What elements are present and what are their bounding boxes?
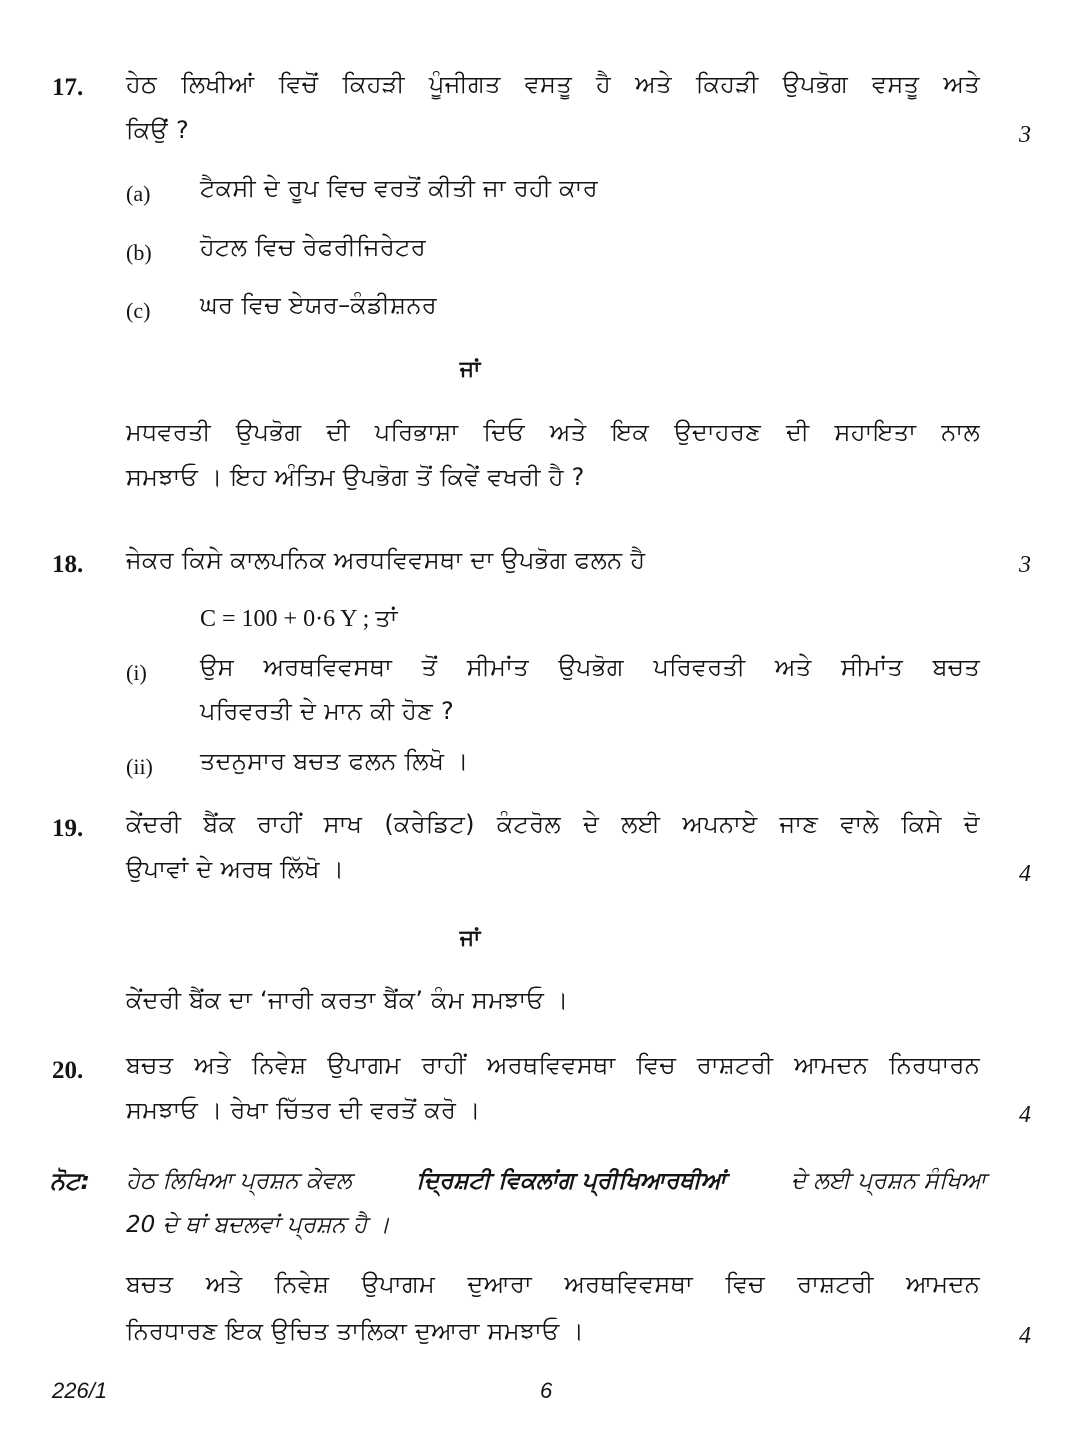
question-number-18: 18.: [52, 551, 84, 578]
question-20-marks: 4: [1019, 1102, 1031, 1128]
q17-option-a-label: (a): [126, 181, 151, 206]
question-19-text-line1: ਕੇਂਦਰੀ ਬੈਂਕ ਰਾਹੀਂ ਸਾਖ (ਕਰੇਡਿਟ) ਕੰਟਰੋਲ ਦੇ ਲਈ ਅਪਨਾਏ ਜਾਣ ਵਾਲੇ ਕਿਸੇ ਦੋ: [126, 810, 980, 838]
q17-alt-text-line1: ਮਧਵਰਤੀ ਉਪਭੋਗ ਦੀ ਪਰਿਭਾਸ਼ਾ ਦਿਓ ਅਤੇ ਇਕ ਉਦਾਹਰਣ ਦੀ ਸਹਾਇਤਾ ਨਾਲ: [126, 418, 980, 446]
note-line1-end: ਦੇ ਲਈ ਪ੍ਰਸ਼ਨ ਸੰਖਿਆ: [790, 1168, 986, 1194]
q17-option-b-text: ਹੋਟਲ ਵਿਚ ਰੇਫਰੀਜਿਰੇਟਰ: [200, 233, 426, 261]
note-line2: 20 ਦੇ ਥਾਂ ਬਦਲਵਾਂ ਪ੍ਰਸ਼ਨ ਹੈ ।: [126, 1212, 390, 1238]
q18-part-ii-label: (ii): [126, 754, 153, 779]
question-17-marks: 3: [1019, 122, 1031, 148]
question-number-17: 17.: [52, 74, 84, 101]
note-question-marks: 4: [1019, 1323, 1031, 1349]
q17-option-b-label: (b): [126, 240, 152, 265]
note-label: ਨੋਟ:: [50, 1167, 90, 1195]
note-question-line2: ਨਿਰਧਾਰਣ ਇਕ ਉਚਿਤ ਤਾਲਿਕਾ ਦੁਆਰਾ ਸਮਝਾਓ ।: [126, 1317, 585, 1345]
q18-part-i-line1: ਉਸ ਅਰਥਵਿਵਸਥਾ ਤੋਂ ਸੀਮਾਂਤ ਉਪਭੋਗ ਪਰਿਵਰਤੀ ਅਤੇ ਸੀਮਾਂਤ ਬਚਤ: [200, 653, 980, 681]
note-line1-start: ਹੇਠ ਲਿਖਿਆ ਪ੍ਰਸ਼ਨ ਕੇਵਲ: [126, 1168, 352, 1194]
note-line1-emphasis: ਦ੍ਰਿਸ਼ਟੀ ਵਿਕਲਾਂਗ ਪ੍ਰੀਖਿਆਰਥੀਆਂ: [416, 1168, 726, 1194]
q17-or-separator: ਜਾਂ: [459, 357, 481, 382]
note-question-line1: ਬਚਤ ਅਤੇ ਨਿਵੇਸ਼ ਉਪਾਗਮ ਦੁਆਰਾ ਅਰਥਵਿਵਸਥਾ ਵਿਚ ਰਾਸ਼ਟਰੀ ਆਮਦਨ: [126, 1270, 980, 1298]
question-18-text-line1: ਜੇਕਰ ਕਿਸੇ ਕਾਲਪਨਿਕ ਅਰਧਵਿਵਸਥਾ ਦਾ ਉਪਭੋਗ ਫਲਨ ਹੈ: [126, 546, 646, 574]
question-17-text-line1: ਹੇਠ ਲਿਖੀਆਂ ਵਿਚੋਂ ਕਿਹੜੀ ਪੂੰਜੀਗਤ ਵਸਤੂ ਹੈ ਅਤੇ ਕਿਹੜੀ ਉਪਭੋਗ ਵਸਤੂ ਅਤੇ: [126, 70, 980, 98]
q18-equation: C = 100 + 0·6 Y ; ਤਾਂ: [200, 606, 398, 632]
q17-alt-text-line2: ਸਮਝਾਓ । ਇਹ ਅੰਤਿਮ ਉਪਭੋਗ ਤੋਂ ਕਿਵੇਂ ਵਖਰੀ ਹੈ ?: [126, 463, 585, 491]
q17-option-c-text: ਘਰ ਵਿਚ ਏਯਰ–ਕੰਡੀਸ਼ਨਰ: [200, 291, 437, 319]
question-19-text-line2: ਉਪਾਵਾਂ ਦੇ ਅਰਥ ਲਿੱਖੋ ।: [126, 855, 345, 883]
question-20-text-line2: ਸਮਝਾਓ । ਰੇਖਾ ਚਿੱਤਰ ਦੀ ਵਰਤੋਂ ਕਰੋ ।: [126, 1096, 481, 1124]
footer-page-number: 6: [540, 1378, 553, 1403]
question-17-text-line2: ਕਿਉਂ ?: [126, 116, 190, 144]
q18-part-i-label: (i): [126, 660, 147, 685]
q18-part-ii-line1: ਤਦਨੁਸਾਰ ਬਚਤ ਫਲਨ ਲਿਖੋ ।: [200, 747, 469, 775]
q19-or-separator: ਜਾਂ: [459, 926, 481, 951]
footer-paper-code: 226/1: [52, 1378, 108, 1403]
question-20-text-line1: ਬਚਤ ਅਤੇ ਨਿਵੇਸ਼ ਉਪਾਗਮ ਰਾਹੀਂ ਅਰਥਵਿਵਸਥਾ ਵਿਚ ਰਾਸ਼ਟਰੀ ਆਮਦਨ ਨਿਰਧਾਰਨ: [126, 1051, 980, 1079]
question-number-19: 19.: [52, 815, 84, 842]
q18-part-i-line2: ਪਰਿਵਰਤੀ ਦੇ ਮਾਨ ਕੀ ਹੋਣ ?: [200, 697, 455, 725]
note-line1: [126, 1168, 986, 1194]
question-19-marks: 4: [1019, 861, 1031, 887]
q19-alt-text-line1: ਕੇਂਦਰੀ ਬੈਂਕ ਦਾ ‘ਜਾਰੀ ਕਰਤਾ ਬੈਂਕ’ ਕੰਮ ਸਮਝਾਓ ।: [126, 986, 569, 1014]
question-number-20: 20.: [52, 1057, 84, 1084]
q17-option-a-text: ਟੈਕਸੀ ਦੇ ਰੂਪ ਵਿਚ ਵਰਤੋਂ ਕੀਤੀ ਜਾ ਰਹੀ ਕਾਰ: [200, 174, 598, 202]
question-18-marks: 3: [1019, 552, 1031, 578]
q17-option-c-label: (c): [126, 298, 151, 323]
